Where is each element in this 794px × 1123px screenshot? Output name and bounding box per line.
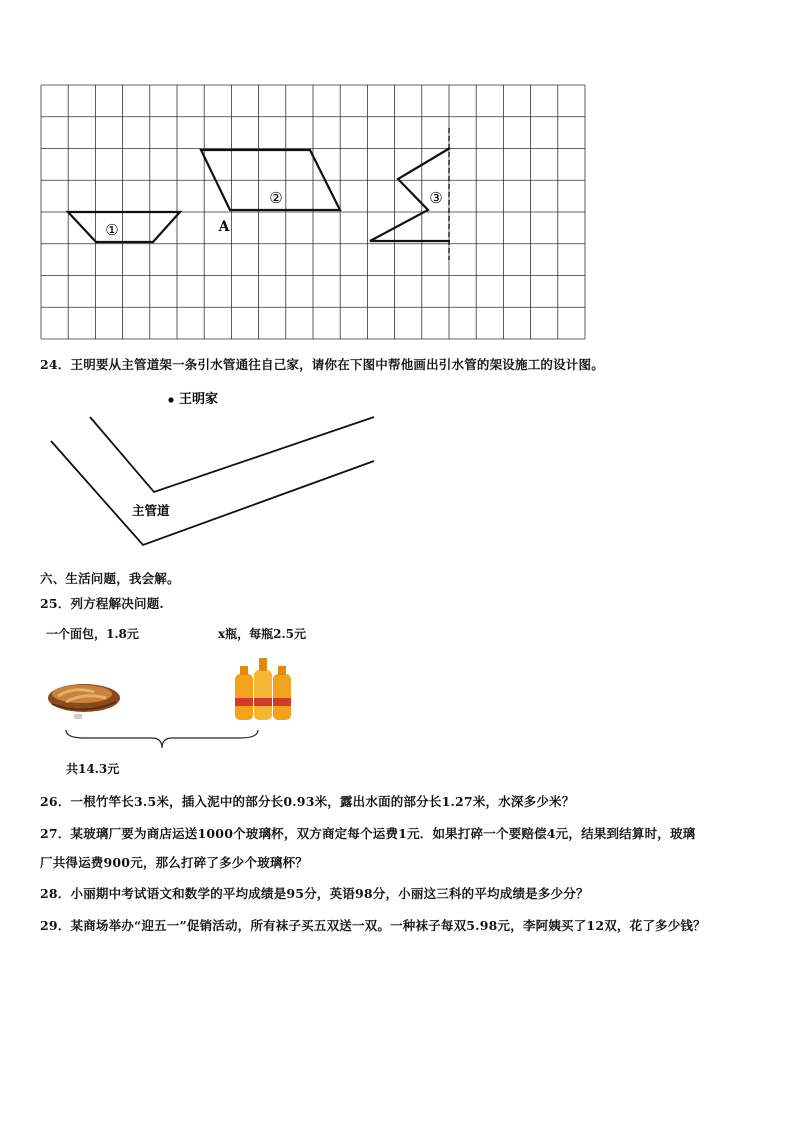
question-26: 26．一根竹竿长3.5米，插入泥中的部分长0.93米，露出水面的部分长1.27米，水深多少米？ [40,794,575,809]
total-brace [64,728,260,752]
home-dot [168,397,173,402]
main-pipe-label: 主管道 [132,503,170,518]
question-25: 25．列方程解决问题. [40,596,164,611]
pipe-diagram [40,385,380,550]
main-pipe-lower-line [51,441,374,545]
shape-1-label: ① [105,221,119,239]
question-27-line-1: 27．某玻璃厂要为商店运送1000个玻璃杯，双方商定每个运费1元．如果打碎一个要赔偿4元，结果到结算时，玻璃 [40,826,696,841]
bread-image [44,676,124,724]
shape-1-trapezoid [68,212,180,242]
bottle-price-label: x瓶，每瓶2.5元 [218,627,307,641]
shape-3-label: ③ [429,189,443,207]
shape-2-label: ② [269,189,283,207]
question-29: 29．某商场举办“迎五一”促销活动，所有袜子买五双送一双。一种袜子每双5.98元，李阿姨买了12双，花了多少钱？ [40,918,706,933]
main-pipe-upper-line [90,417,374,492]
home-label: 王明家 [179,392,219,407]
juice-bottles-image [230,654,296,722]
total-price-label: 共14.3元 [66,762,120,776]
question-28: 28．小丽期中考试语文和数学的平均成绩是95分，英语98分，小丽这三科的平均成绩是多少分？ [40,886,589,901]
bread-price-label: 一个面包，1.8元 [46,627,139,641]
point-a-label: A [218,219,230,235]
question-24: 24．王明要从主管道架一条引水管通往自己家，请你在下图中帮他画出引水管的架设施工的设计图。 [40,357,604,372]
grid-figure [40,84,586,340]
question-27-line-2: 厂共得运费900元，那么打碎了多少个玻璃杯？ [40,855,308,870]
section-6-title: 六、生活问题，我会解。 [40,571,180,586]
